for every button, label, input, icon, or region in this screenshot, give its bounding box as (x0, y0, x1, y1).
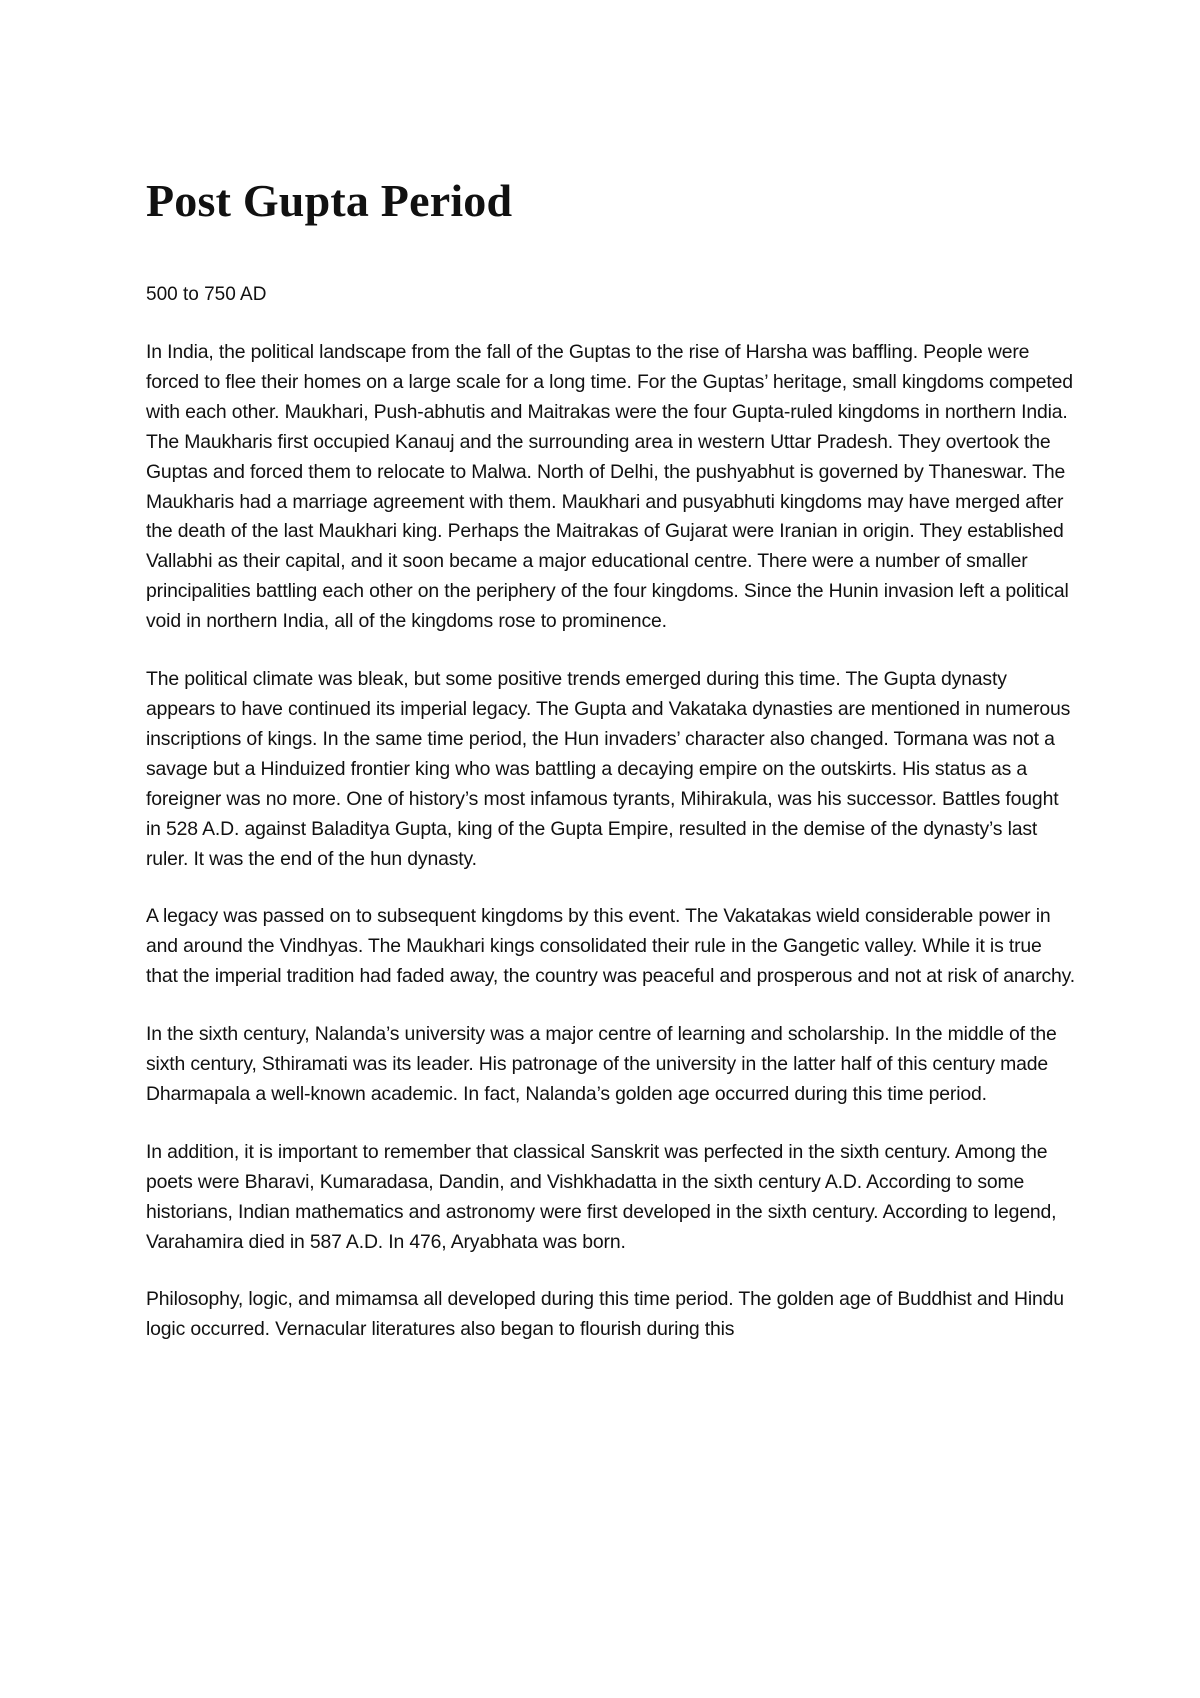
paragraph-philosophy: Philosophy, logic, and mimamsa all developed during this time period. The golden age of Buddhist and Hindu logic occurred. Vernacular literatures also began to flourish during this (146, 1288, 1064, 1341)
paragraph-sanskrit: In addition, it is important to remember that classical Sanskrit was perfected in the sixth century. Among the poets were Bharavi, Kumaradasa, Dandin, and Vishkhadatta in the sixth century A.D. According to some historians, Indian mathematics and astronomy were first developed in the sixth century. According to legend, Varahamira died in 587 A.D. In 476, Aryabhata was born. (146, 1140, 1057, 1253)
date-range: 500 to 750 AD (146, 284, 267, 305)
document-body (146, 172, 1076, 1345)
paragraph-legacy: A legacy was passed on to subsequent kingdoms by this event. The Vakatakas wield considerable power in and around the Vindhyas. The Maukhari kings consolidated their rule in the Gangetic valley. While it is true that the imperial tradition had faded away, the country was peaceful and prosperous and not at risk of anarchy. (146, 905, 1076, 988)
paragraph-political-climate: The political climate was bleak, but some positive trends emerged during this time. The Gupta dynasty appears to have continued its imperial legacy. The Gupta and Vakataka dynasties are mentioned in numerous inscriptions of kings. In the same time period, the Hun invaders’ character also changed. Tormana was not a savage but a Hinduized frontier king who was battling a decaying empire on the outskirts. His status as a foreigner was no more. One of history’s most infamous tyrants, Mihirakula, was his successor. Battles fought in 528 A.D. against Baladitya Gupta, king of the Gupta Empire, resulted in the demise of the dynasty’s last ruler. It was the end of the hun dynasty. (146, 668, 1071, 870)
paragraph-political-landscape: In India, the political landscape from the fall of the Guptas to the rise of Harsha was baffling. People were forced to flee their homes on a large scale for a long time. For the Guptas’ heritage, small kingdoms competed with each other. Maukhari, Push-abhutis and Maitrakas were the four Gupta-ruled kingdoms in northern India. The Maukharis first occupied Kanauj and the surrounding area in western Uttar Pradesh. They overtook the Guptas and forced them to relocate to Malwa. North of Delhi, the pushyabhut is governed by Thaneswar. The Maukharis had a marriage agreement with them. Maukhari and pusyabhuti kingdoms may have merged after the death of the last Maukhari king. Perhaps the Maitrakas of Gujarat were Iranian in origin. They established Vallabhi as their capital, and it soon became a major educational centre. There were a number of smaller principalities battling each other on the periphery of the four kingdoms. Since the Hunin invasion left a political void in northern India, all of the kingdoms rose to prominence. (146, 341, 1073, 633)
page-title: Post Gupta Period (146, 175, 513, 226)
paragraph-nalanda: In the sixth century, Nalanda’s university was a major centre of learning and scholarship. In the middle of the sixth century, Sthiramati was its leader. His patronage of the university in the latter half of this century made Dharmapala a well-known academic. In fact, Nalanda’s golden age occurred during this time period. (146, 1023, 1057, 1105)
